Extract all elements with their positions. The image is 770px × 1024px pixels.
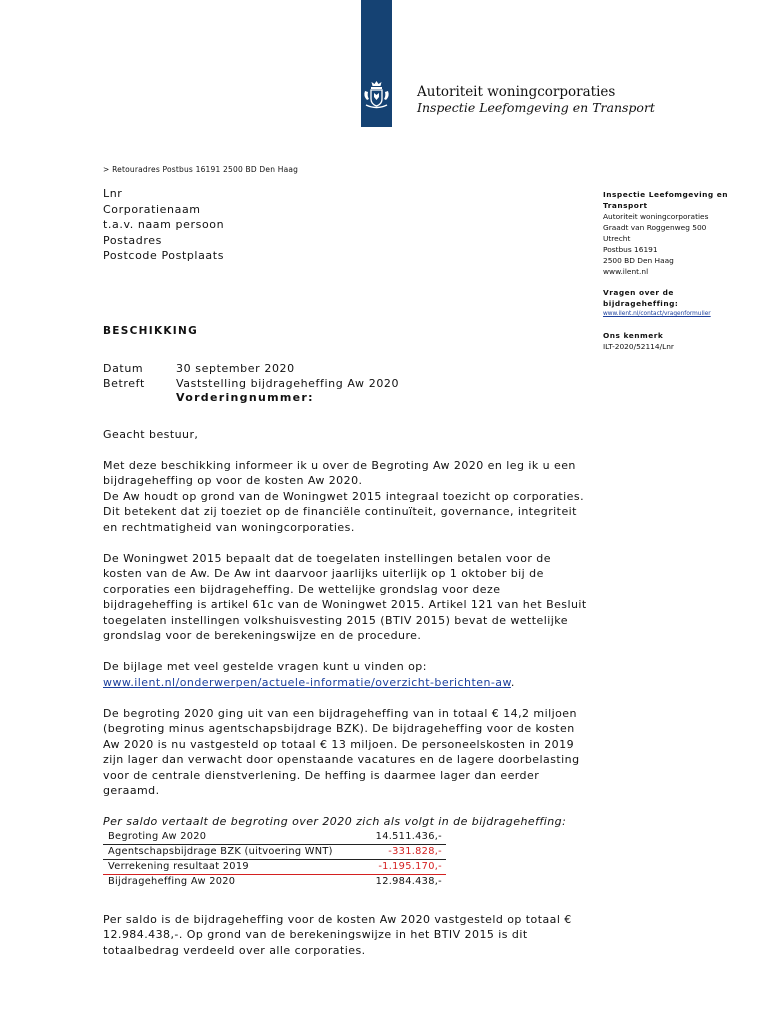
sidebar-address-line: Autoriteit woningcorporaties xyxy=(603,212,709,221)
meta-subject-value: Vaststelling bijdrageheffing Aw 2020 xyxy=(176,376,400,390)
row-label: Begroting Aw 2020 xyxy=(103,830,357,845)
sidebar-address-line: 2500 BD Den Haag xyxy=(603,256,674,265)
paragraph-conclusion: Per saldo is de bijdrageheffing voor de kosten Aw 2020 vastgesteld op totaal € 12.984.438,-. Op grond van de berekeningswijze in het BTIV 2015 is dit totaalbedrag verdeeld over alle corporaties. xyxy=(103,912,572,957)
sidebar-questions-link[interactable]: www.ilent.nl/contact/vragenformulier xyxy=(603,311,711,317)
sidebar-reference-title: Ons kenmerk xyxy=(603,331,664,340)
table-row xyxy=(103,844,446,859)
sender-sidebar xyxy=(603,189,763,352)
letter-meta xyxy=(103,362,399,406)
recipient-address xyxy=(103,186,224,264)
sidebar-reference-value: ILT-2020/52114/Lnr xyxy=(603,342,674,351)
meta-subject-label: Betreft xyxy=(103,376,145,390)
row-label: Agentschapsbijdrage BZK (uitvoering WNT) xyxy=(103,844,357,859)
row-label: Verrekening resultaat 2019 xyxy=(103,859,357,874)
recipient-line: t.a.v. naam persoon xyxy=(103,218,225,231)
row-label: Bijdrageheffing Aw 2020 xyxy=(108,875,236,887)
paragraph-faq: De bijlage met veel gestelde vragen kunt u vinden op: xyxy=(103,660,427,673)
sidebar-address-line: Utrecht xyxy=(603,234,631,243)
salutation: Geacht bestuur, xyxy=(103,428,199,441)
paragraph-legal-basis: De Woningwet 2015 bepaalt dat de toegelaten instellingen betalen voor de kosten van de Aw. De Aw int daarvoor jaarlijks uiterlijk op 1 oktober bij de corporaties een bijdrageheffing. De wettelijke grondslag voor deze bijdrageheffing is artikel 61c van de Woningwet 2015. Artikel 121 van het Besluit toegelaten instellingen volkshuisvesting 2015 (BTIV 2015) bevat de wettelijke grondslag voor de berekeningswijze en de procedure. xyxy=(103,551,587,642)
table-caption: Per saldo vertaalt de begroting over 2020 zich als volgt in de bijdrageheffing: xyxy=(103,815,567,828)
logo-bar xyxy=(361,0,392,127)
meta-subject-row xyxy=(103,377,399,392)
recipient-line: Lnr xyxy=(103,187,123,200)
table-row xyxy=(103,859,446,874)
letter-body xyxy=(103,427,593,958)
sidebar-questions-title: Vragen over de xyxy=(603,288,674,297)
document-heading: BESCHIKKING xyxy=(103,325,199,337)
meta-claim-value: Vorderingnummer: xyxy=(176,391,314,404)
row-amount: -331.828,- xyxy=(357,844,446,859)
levy-calculation-table xyxy=(103,830,446,889)
coat-of-arms-icon xyxy=(362,79,391,113)
recipient-line: Corporatienaam xyxy=(103,202,201,216)
row-amount: 14.511.436,- xyxy=(357,830,446,845)
paragraph-budget: De begroting 2020 ging uit van een bijdrageheffing van in totaal € 14,2 miljoen (begroting minus agentschapsbijdrage BZK). De bijdrageheffing voor de kosten Aw 2020 is nu vastgesteld op totaal € 13 miljoen. De personeelskosten in 2019 zijn lager dan verwacht door openstaande vacatures en de lagere doorbelasting voor de centrale dienstverlening. De heffing is daarmee lager dan eerder geraamd. xyxy=(103,706,580,797)
table-row-total xyxy=(103,874,446,889)
paragraph-intro: Met deze beschikking informeer ik u over de Begroting Aw 2020 en leg ik u een bijdrageheffing op voor de kosten Aw 2020. xyxy=(103,458,576,487)
return-address: > Retouradres Postbus 16191 2500 BD Den Haag xyxy=(103,165,299,174)
org-name: Autoriteit woningcorporaties xyxy=(417,84,616,100)
sidebar-address-line: Postbus 16191 xyxy=(603,245,658,254)
recipient-line: Postadres xyxy=(103,233,162,247)
sidebar-questions-title-2: bijdrageheffing: xyxy=(603,299,679,308)
organization-logo-text xyxy=(417,84,655,116)
paragraph-supervision: De Aw houdt op grond van de Woningwet 2015 integraal toezicht op corporaties. Dit betekent dat zij toeziet op de financiële continuïteit, governance, integriteit en rechtmatigheid van woningcorporaties. xyxy=(103,489,585,534)
faq-link-period: . xyxy=(510,675,515,689)
paragraph-faq-link-line xyxy=(103,675,593,691)
sidebar-address-line: Graadt van Roggenweg 500 xyxy=(603,223,707,232)
row-amount: 12.984.438,- xyxy=(375,875,442,887)
row-amount: -1.195.170,- xyxy=(357,859,446,874)
meta-date-row xyxy=(103,362,399,377)
meta-date-value: 30 september 2020 xyxy=(176,362,295,375)
table-row xyxy=(103,830,446,845)
meta-claim-row xyxy=(103,391,399,406)
recipient-line: Postcode Postplaats xyxy=(103,249,225,262)
org-subname: Inspectie Leefomgeving en Transport xyxy=(417,100,655,115)
sidebar-org-title: Inspectie Leefomgeving en Transport xyxy=(603,190,729,210)
faq-link[interactable]: www.ilent.nl/onderwerpen/actuele-informatie/overzicht-berichten-aw xyxy=(103,675,511,689)
meta-date-label: Datum xyxy=(103,362,144,375)
sidebar-address-line: www.ilent.nl xyxy=(603,267,649,276)
